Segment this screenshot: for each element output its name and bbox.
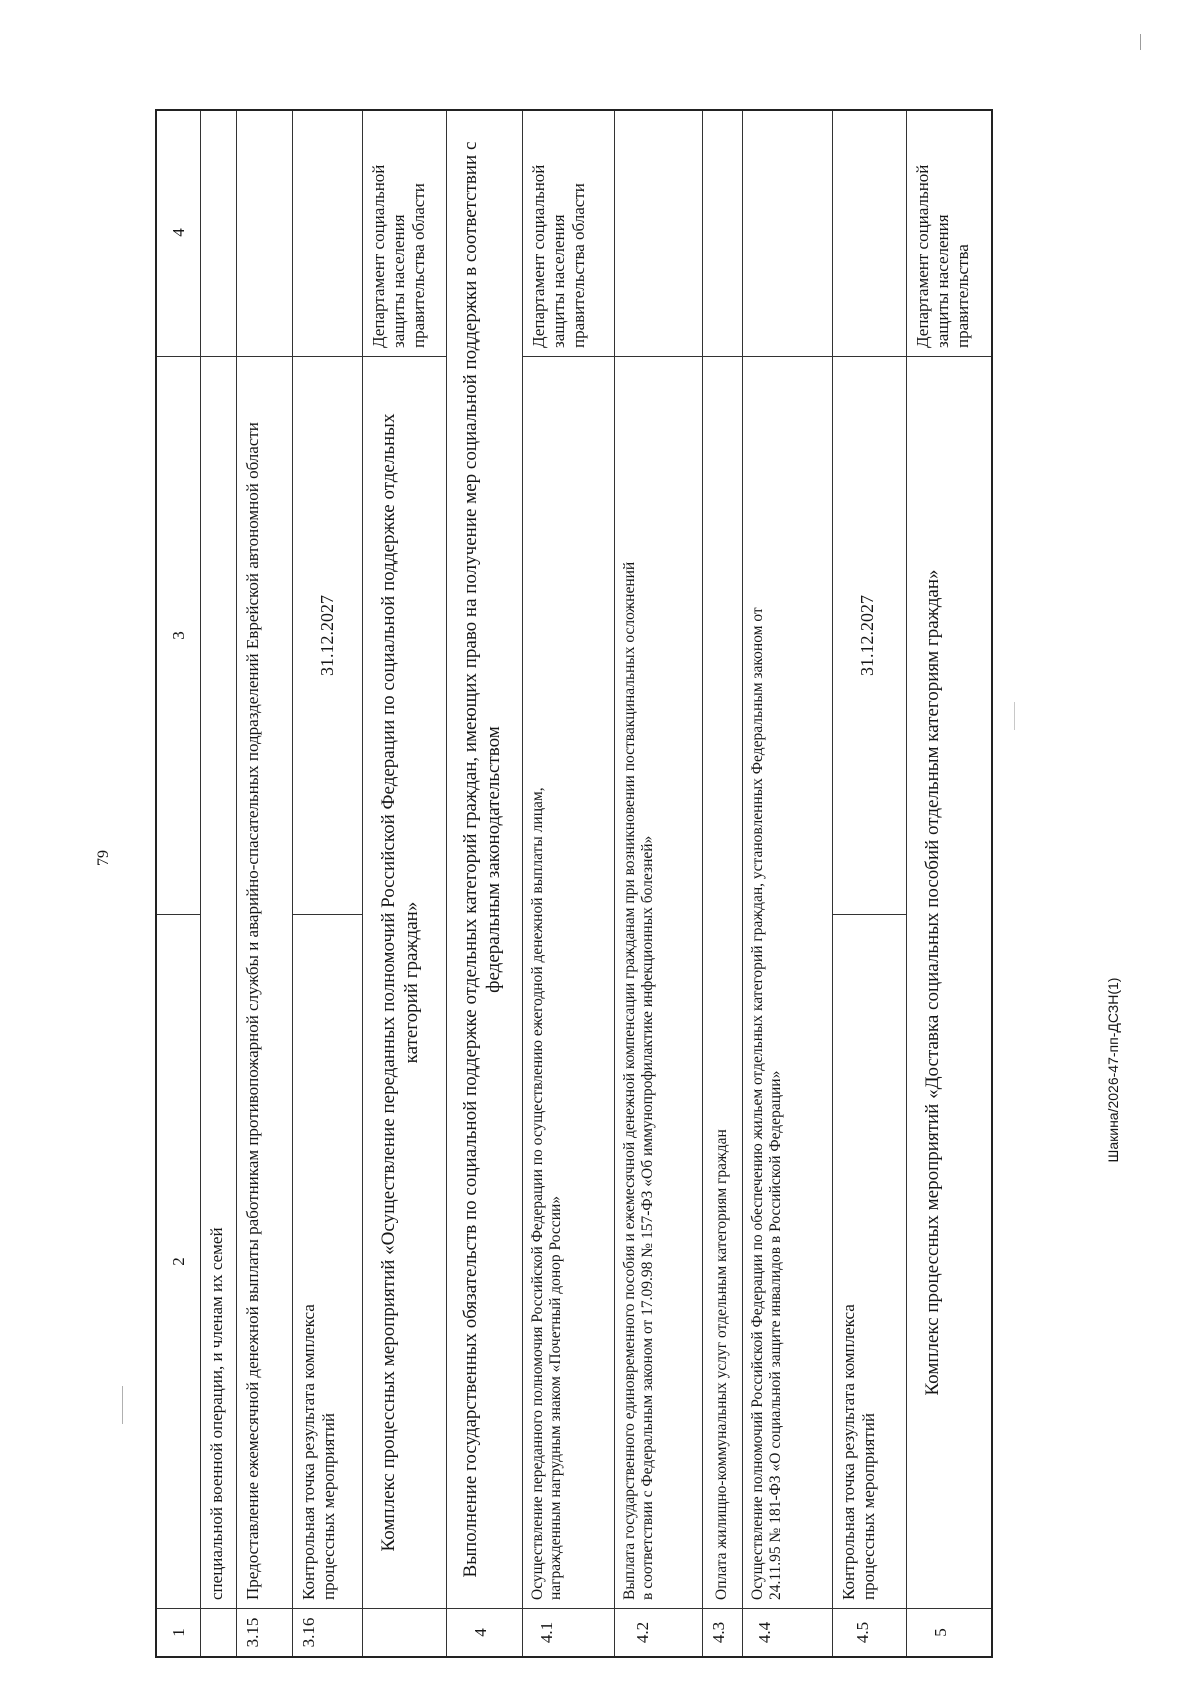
row-text: Комплекс процессных мероприятий «Осуществление переданных полномочий Российской Федерации по социальной поддержке отдельных категорий граждан» [363,356,446,1608]
row-number: 4.2 [615,1608,702,1656]
row-text: Предоставление ежемесячной денежной выплаты работникам противопожарной службы и аварийно-спасательных подразделений Еврейской автономной области [237,356,292,1608]
table-row [907,111,991,1656]
row-number: 4 [447,1608,522,1656]
row-number: 4.1 [523,1608,614,1656]
row-responsible [615,109,702,356]
row-number: 3.16 [293,1608,362,1656]
header-col-1: 1 [157,1608,200,1656]
header-col-2: 2 [157,914,200,1608]
row-date: 31.12.2027 [833,356,906,914]
table-row [523,111,615,1656]
row-text: Контрольная точка результата комплекса процессных мероприятий [293,914,362,1608]
row-number [363,1608,446,1656]
scan-mark-left [122,1386,123,1424]
row-responsible: Департамент социальной защиты населения правительства области [529,164,588,348]
row-responsible: Департамент социальной защиты населения правительства области [369,164,428,348]
row-responsible [237,109,292,356]
row-text: Осуществление полномочий Российской Федерации по обеспечению жильем отдельных категорий граждан, установленных Федеральным законом от 24.11.95 № 181-ФЗ «О социальной защите инвалидов в Российской Федерации» [743,356,832,1608]
table-row [703,111,743,1656]
row-number [201,1608,236,1656]
row-number: 4.3 [703,1608,742,1656]
scan-mark-middle [1014,702,1015,730]
page-number: 79 [95,850,112,866]
activities-table [155,109,993,1658]
table-row [615,111,703,1656]
row-text: Выплата государственного единовременного пособия и ежемесячной денежной компенсации гражданам при возникновении поствакцинальных осложнений в соответствии с Федеральным законом от 17.09.98 № 157-ФЗ «Об иммунопрофилактике инфекционных болезней» [615,356,702,1608]
table-row [833,111,907,1656]
header-col-3: 3 [157,356,200,914]
scan-mark-top [1140,34,1141,50]
row-responsible [293,109,362,356]
row-text: Контрольная точка результата комплекса процессных мероприятий [833,914,906,1608]
row-text: Осуществление переданного полномочия Российской Федерации по осуществлению ежегодной денежной выплаты лицам, награжденным нагрудным знаком «Почетный донор России» [523,356,614,1608]
row-number: 4.5 [833,1608,906,1656]
row-text: специальной военной операции, и членам их семей [201,356,236,1608]
table-row [743,111,833,1656]
table-row [447,111,523,1656]
document-id: Шакина/2026-47-пп-ДСЗН(1) [1105,977,1121,1163]
table-header-row [157,111,201,1656]
row-date: 31.12.2027 [293,356,362,914]
row-number: 4.4 [743,1608,832,1656]
table-row [363,111,447,1656]
header-col-4: 4 [169,228,188,237]
row-responsible [743,109,832,356]
row-responsible: Департамент социальной защиты населения правительства [913,164,972,348]
table-row [293,111,363,1656]
row-responsible [833,109,906,356]
row-number: 5 [907,1608,991,1656]
row-text: Комплекс процессных мероприятий «Доставка социальных пособий отдельным категориям граждан» [907,356,991,1608]
row-text: Оплата жилищно-коммунальных услуг отдельным категориям граждан [703,356,742,1608]
row-text: Выполнение государственных обязательств по социальной поддержке отдельных категорий граждан, имеющих право на получение мер социальной поддержки в соответствии с федеральным законодательством [460,141,504,1578]
table-row [237,111,293,1656]
row-responsible [201,109,236,356]
row-responsible [703,109,742,356]
table-row [201,111,237,1656]
row-number: 3.15 [237,1608,292,1656]
table-frame [155,109,993,1658]
